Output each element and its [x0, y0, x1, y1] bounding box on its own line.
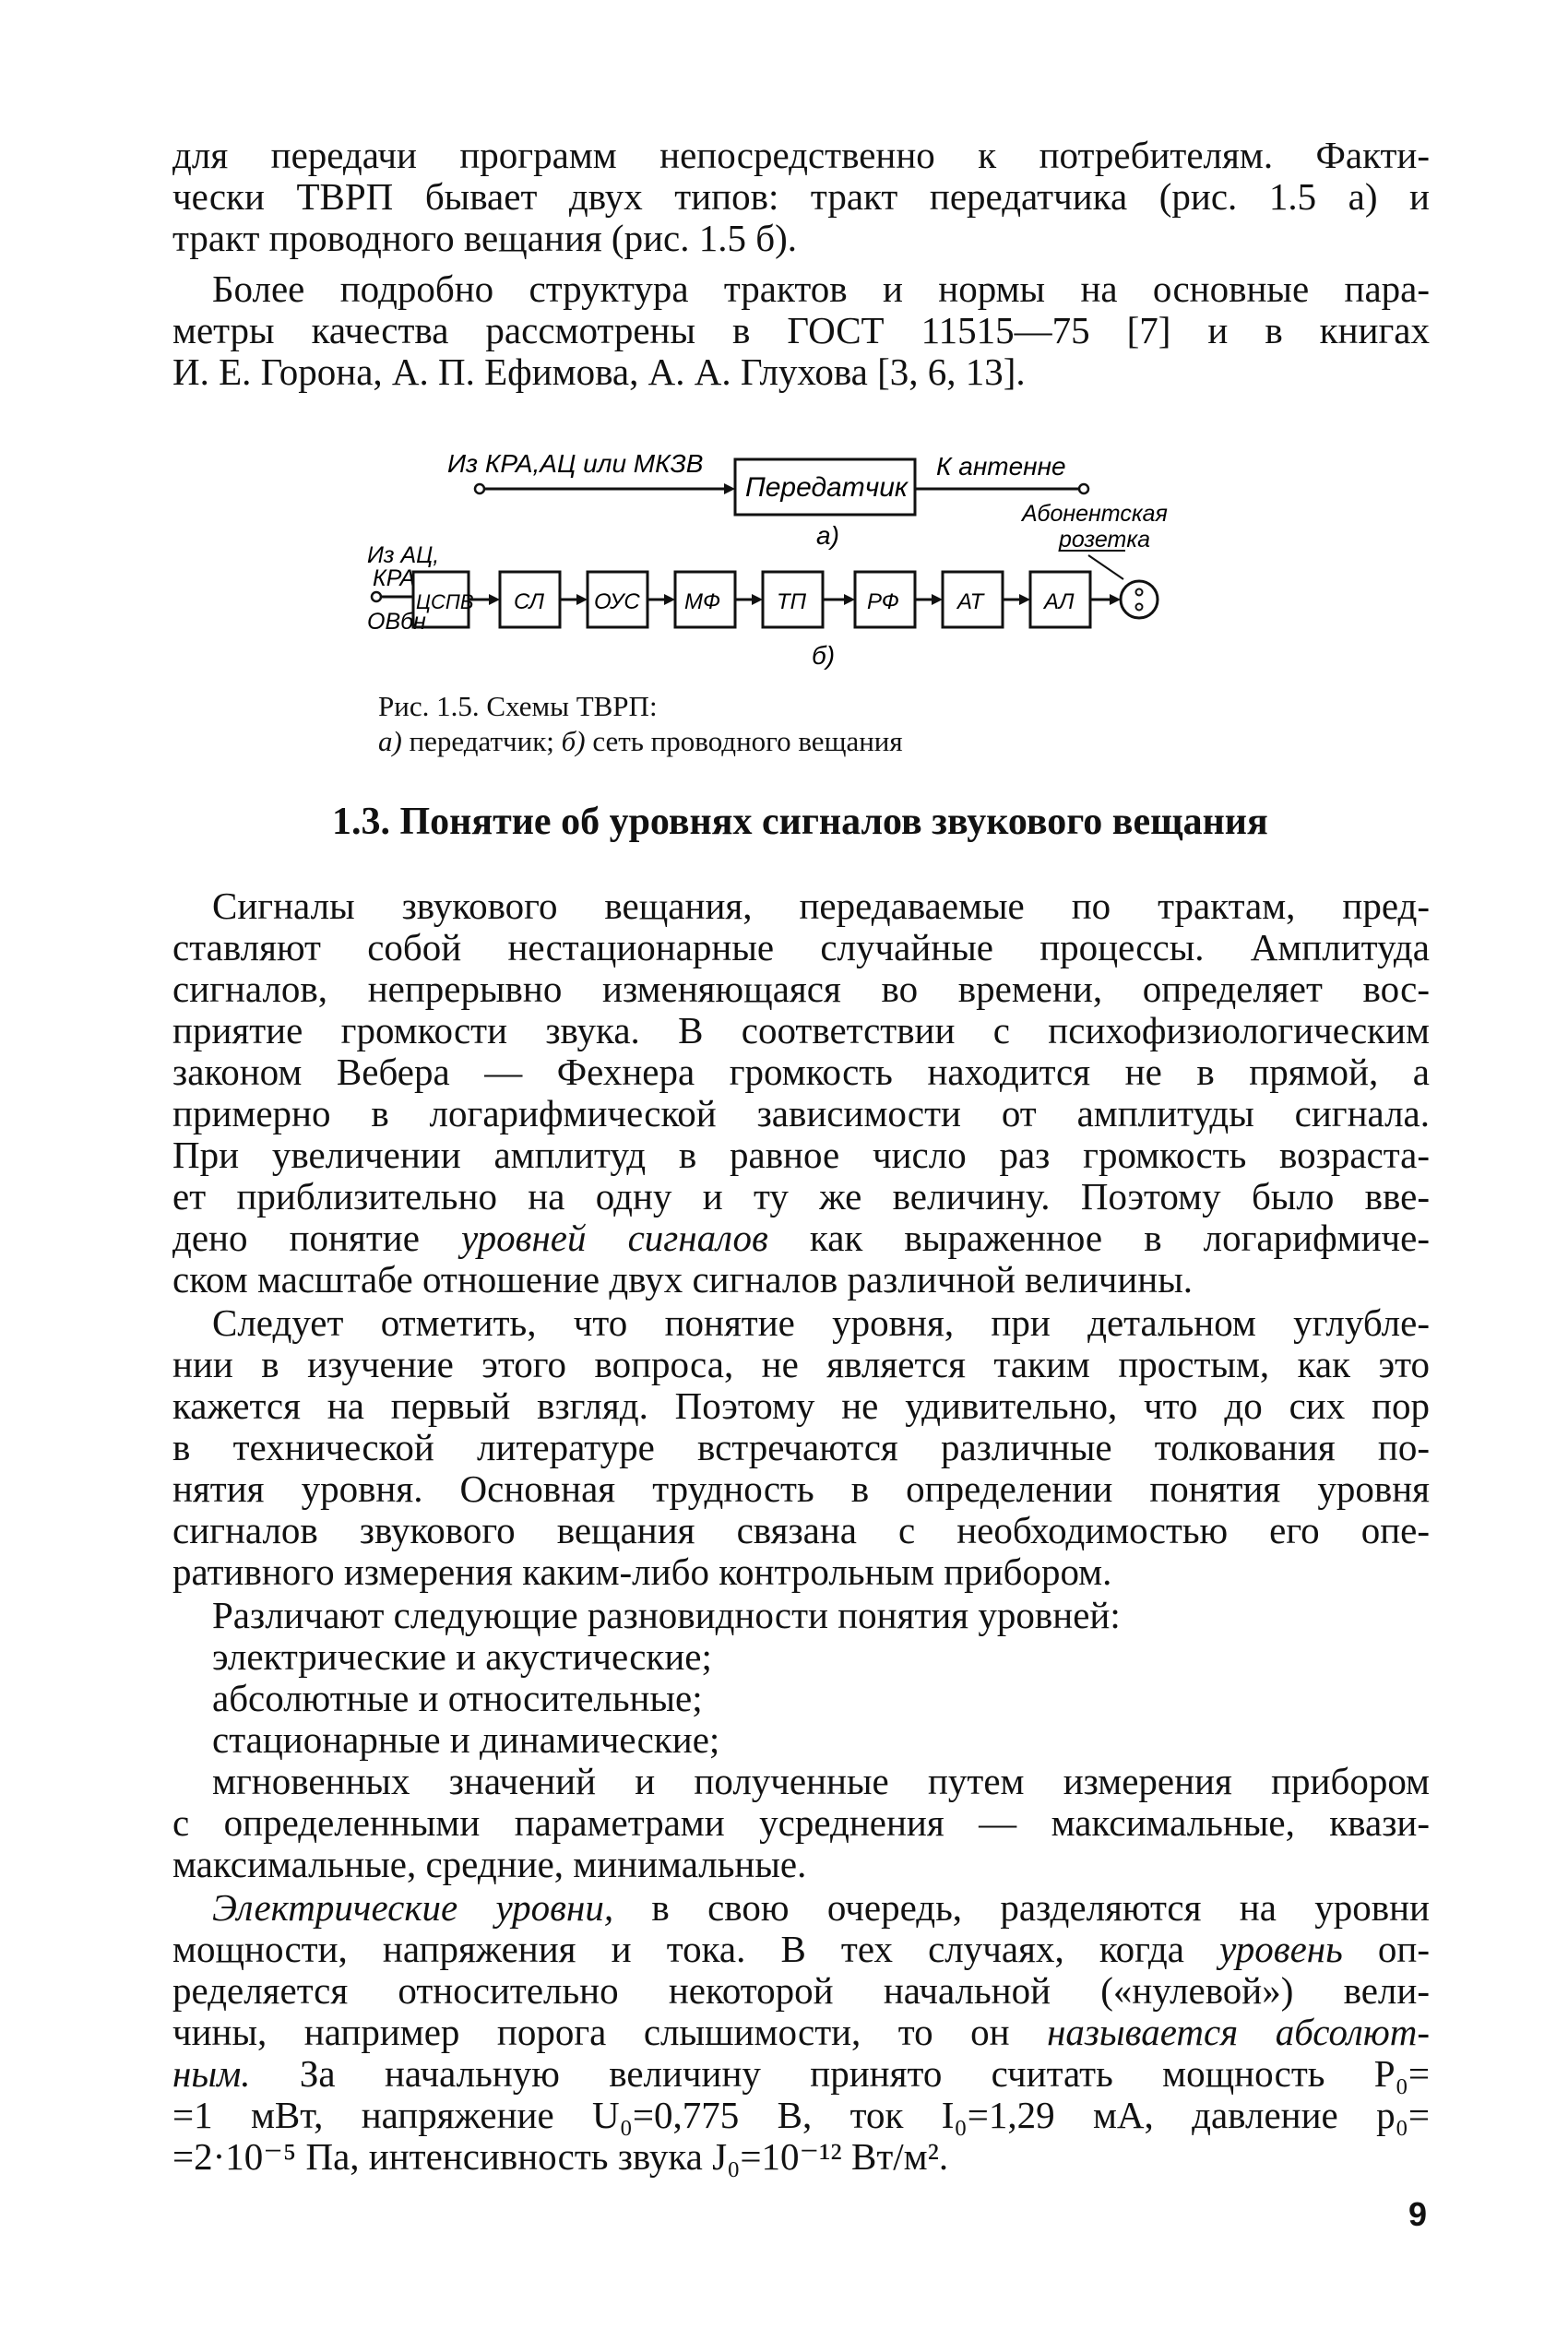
text-line: метры качества рассмотрены в ГОСТ 11515—75 [7] и в книгах — [172, 309, 1430, 351]
arrow-icon — [724, 483, 735, 494]
figure-caption-title: Рис. 1.5. Схемы ТВРП: — [378, 690, 658, 722]
text-line: законом Вебера — Фехнера громкость находится не в прямой, а — [172, 1051, 1430, 1093]
figure-caption-items: а) передатчик; б) сеть проводного вещания — [378, 725, 903, 757]
input-terminal-icon — [475, 484, 484, 493]
input-terminal-icon — [372, 592, 381, 601]
list-item: абсолютные и относительные; — [212, 1677, 703, 1719]
text-line: Сигналы звукового вещания, передаваемые по трактам, пред- — [212, 885, 1430, 927]
text-line: Электрические уровни, в свою очередь, разделяются на уровни — [212, 1886, 1430, 1929]
text-line: ском масштабе отношение двух сигналов различной величины. — [172, 1258, 1194, 1301]
text-line: с определенными параметрами усреднения — максимальные, квази- — [172, 1801, 1430, 1844]
figure-diagram — [360, 443, 1245, 701]
socket-icon — [1121, 581, 1158, 618]
arrow-icon — [844, 594, 855, 605]
text-line: нятия уровня. Основная трудность в определении понятия уровня — [172, 1467, 1430, 1510]
text-line: Различают следующие разновидности понятия уровней: — [212, 1594, 1121, 1636]
arrow-icon — [664, 594, 675, 605]
text-line: сигналов звукового вещания связана с необходимостью его опе- — [172, 1509, 1430, 1551]
text-line: кажется на первый взгляд. Поэтому не удивительно, что до сих пор — [172, 1384, 1430, 1427]
text-line: сигналов, непрерывно изменяющаяся во времени, определяет вос- — [172, 968, 1430, 1010]
text-line: приятие громкости звука. В соответствии с психофизиологическим — [172, 1009, 1430, 1051]
block-label: СЛ — [514, 589, 544, 614]
text-line: ределяется относительно некоторой начальной («нулевой») вели- — [172, 1969, 1430, 2012]
text-line: ставляют собой нестационарные случайные процессы. Амплитуда — [172, 926, 1430, 968]
text-line: чески ТВРП бывает двух типов: тракт передатчика (рис. 1.5 а) и — [172, 175, 1430, 218]
arrow-icon — [489, 594, 500, 605]
text-line: ративного измерения каким-либо контрольным прибором. — [172, 1550, 1112, 1593]
arrow-icon — [576, 594, 588, 605]
text-line: для передачи программ непосредственно к потребителям. Факти- — [172, 134, 1430, 176]
subscriber-socket-label-1: Абонентская — [1022, 501, 1168, 527]
diagram-b-label: б) — [812, 641, 836, 670]
text-line: тракт проводного вещания (рис. 1.5 б). — [172, 217, 797, 259]
diagram-input-label-b3: ОВбн — [367, 609, 426, 635]
arrow-icon — [932, 594, 943, 605]
text-line: При увеличении амплитуд в равное число раз громкость возраста- — [172, 1134, 1430, 1176]
text-line: Следует отметить, что понятие уровня, при детальном углубле- — [212, 1301, 1430, 1344]
transmitter-label: Передатчик — [745, 472, 909, 503]
block-label: ОУС — [594, 589, 640, 614]
text-line: мощности, напряжения и тока. В тех случаях, когда уровень оп- — [172, 1928, 1430, 1970]
block-label: ЦСПВ — [416, 590, 474, 613]
pointer-line — [1088, 555, 1123, 579]
text-line: нии в изучение этого вопроса, не является таким простым, как это — [172, 1343, 1430, 1385]
list-item: электрические и акустические; — [212, 1635, 712, 1678]
text-line: дено понятие уровней сигналов как выраженное в логарифмиче- — [172, 1217, 1430, 1259]
block-label: АТ — [957, 589, 984, 614]
text-line: чины, например порога слышимости, то он называется абсолют- — [172, 2011, 1430, 2053]
list-item: стационарные и динамические; — [212, 1718, 720, 1761]
diagram-input-label-b1: Из АЦ, — [367, 542, 440, 568]
text-line: ет приблизительно на одну и ту же величину. Поэтому было вве- — [172, 1175, 1430, 1218]
block-label: РФ — [867, 589, 899, 614]
arrow-icon — [1019, 594, 1030, 605]
text-line: в технической литературе встречаются различные толкования по- — [172, 1426, 1430, 1468]
text-line: ным. За начальную величину принято считать мощность P₀= — [172, 2052, 1430, 2095]
antenna-label: К антенне — [936, 452, 1066, 481]
subscriber-socket-label-2: розетка — [1059, 527, 1151, 552]
text-line: =2·10⁻⁵ Па, интенсивность звука J₀=10⁻¹² Вт/м². — [172, 2135, 949, 2178]
page-number: 9 — [1408, 2195, 1428, 2233]
section-heading: 1.3. Понятие об уровнях сигналов звукового вещания — [332, 801, 1268, 843]
diagram-a-label: а) — [816, 521, 839, 550]
list-item: мгновенных значений и полученные путем измерения прибором — [212, 1760, 1430, 1802]
block-label: АЛ — [1044, 589, 1075, 614]
block-label: ТП — [777, 589, 807, 614]
arrow-icon — [1110, 594, 1121, 605]
output-terminal-icon — [1079, 484, 1088, 493]
text-line: примерно в логарифмической зависимости от амплитуды сигнала. — [172, 1092, 1430, 1134]
text-line: максимальные, средние, минимальные. — [172, 1843, 807, 1885]
arrow-icon — [752, 594, 763, 605]
text-line: =1 мВт, напряжение U₀=0,775 В, ток I₀=1,29 мА, давление p₀= — [172, 2094, 1430, 2136]
text-line: И. Е. Горона, А. П. Ефимова, А. А. Глухова [3, 6, 13]. — [172, 350, 1026, 393]
diagram-input-label-a: Из КРА,АЦ или МКЗВ — [447, 449, 704, 478]
text-line: Более подробно структура трактов и нормы на основные пара- — [212, 267, 1430, 310]
diagram-input-label-b2: КРА — [373, 565, 416, 591]
block-label: МФ — [684, 589, 721, 614]
